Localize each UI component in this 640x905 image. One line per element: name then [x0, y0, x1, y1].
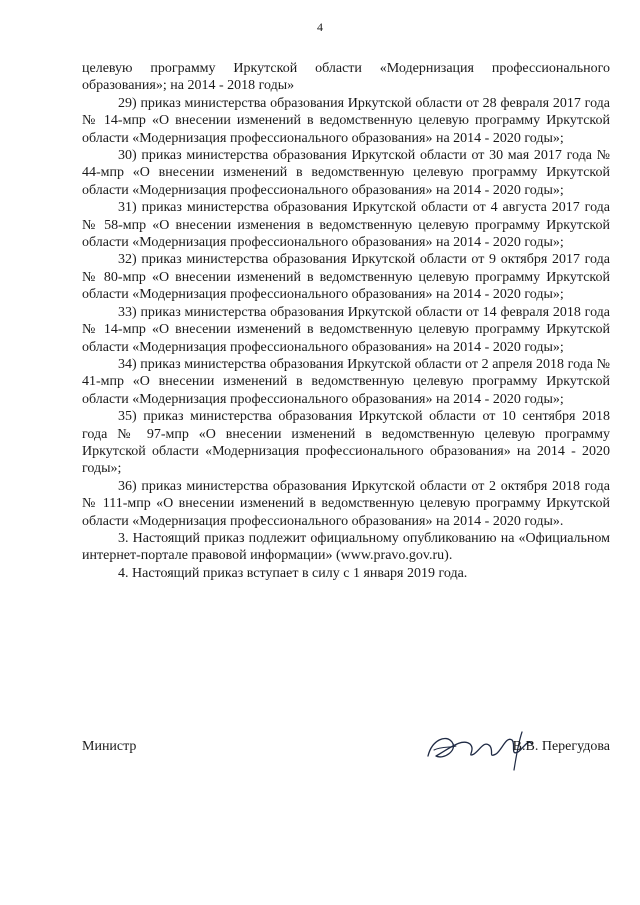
document-body [82, 60, 610, 582]
page-number: 4 [317, 20, 323, 34]
list-item-35: 35) приказ министерства образования Иркутской области от 10 сентября 2018 года № 97-мпр «О внесении изменений в ведомственную целевую программу Иркутской области «Модернизация профессионального образования» на 2014 - 2020 годы»; [82, 409, 610, 477]
list-item-29: 29) приказ министерства образования Иркутской области от 28 февраля 2017 года № 14-мпр «О внесении изменений в ведомственную целевую программу Иркутской области «Модернизация профессионального образования» на 2014 - 2020 годы»; [82, 95, 610, 146]
list-item-32: 32) приказ министерства образования Иркутской области от 9 октября 2017 года № 80-мпр «О внесении изменений в ведомственную целевую программу Иркутской области «Модернизация профессионального образования» на 2014 - 2020 годы»; [82, 252, 610, 303]
signer-title: Министр [82, 739, 137, 754]
continuation-paragraph: целевую программу Иркутской области «Модернизация профессионального образования»; на 2014 - 2018 годы» [82, 61, 610, 94]
signature-block [82, 726, 610, 776]
list-item-36: 36) приказ министерства образования Иркутской области от 2 октября 2018 года № 111-мпр «О внесении изменений в ведомственную целевую программу Иркутской области «Модернизация профессионального образования» на 2014 - 2020 годы». [82, 478, 610, 529]
signer-name: В.В. Перегудова [512, 739, 610, 754]
clause-4-paragraph: 4. Настоящий приказ вступает в силу с 1 января 2019 года. [118, 565, 468, 581]
clause-3-paragraph: 3. Настоящий приказ подлежит официальному опубликованию на «Официальном интернет-портале правовой информации» (www.pravo.gov.ru). [82, 530, 610, 564]
list-item-30: 30) приказ министерства образования Иркутской области от 30 мая 2017 года № 44-мпр «О внесении изменений в ведомственную целевую программу Иркутской области «Модернизация профессионального образования» на 2014 - 2020 годы»; [82, 148, 610, 198]
list-item-31: 31) приказ министерства образования Иркутской области от 4 августа 2017 года № 58-мпр «О внесении изменения в ведомственную целевую программу Иркутской области «Модернизация профессионального образования» на 2014 - 2020 годы»; [82, 200, 610, 251]
list-item-33: 33) приказ министерства образования Иркутской области от 14 февраля 2018 года № 14-мпр «О внесении изменений в ведомственную целевую программу Иркутской области «Модернизация профессионального образования» на 2014 - 2020 годы»; [82, 304, 610, 355]
list-item-34: 34) приказ министерства образования Иркутской области от 2 апреля 2018 года № 41-мпр «О внесении изменений в ведомственную целевую программу Иркутской области «Модернизация профессионального образования» на 2014 - 2020 годы»; [82, 356, 610, 407]
